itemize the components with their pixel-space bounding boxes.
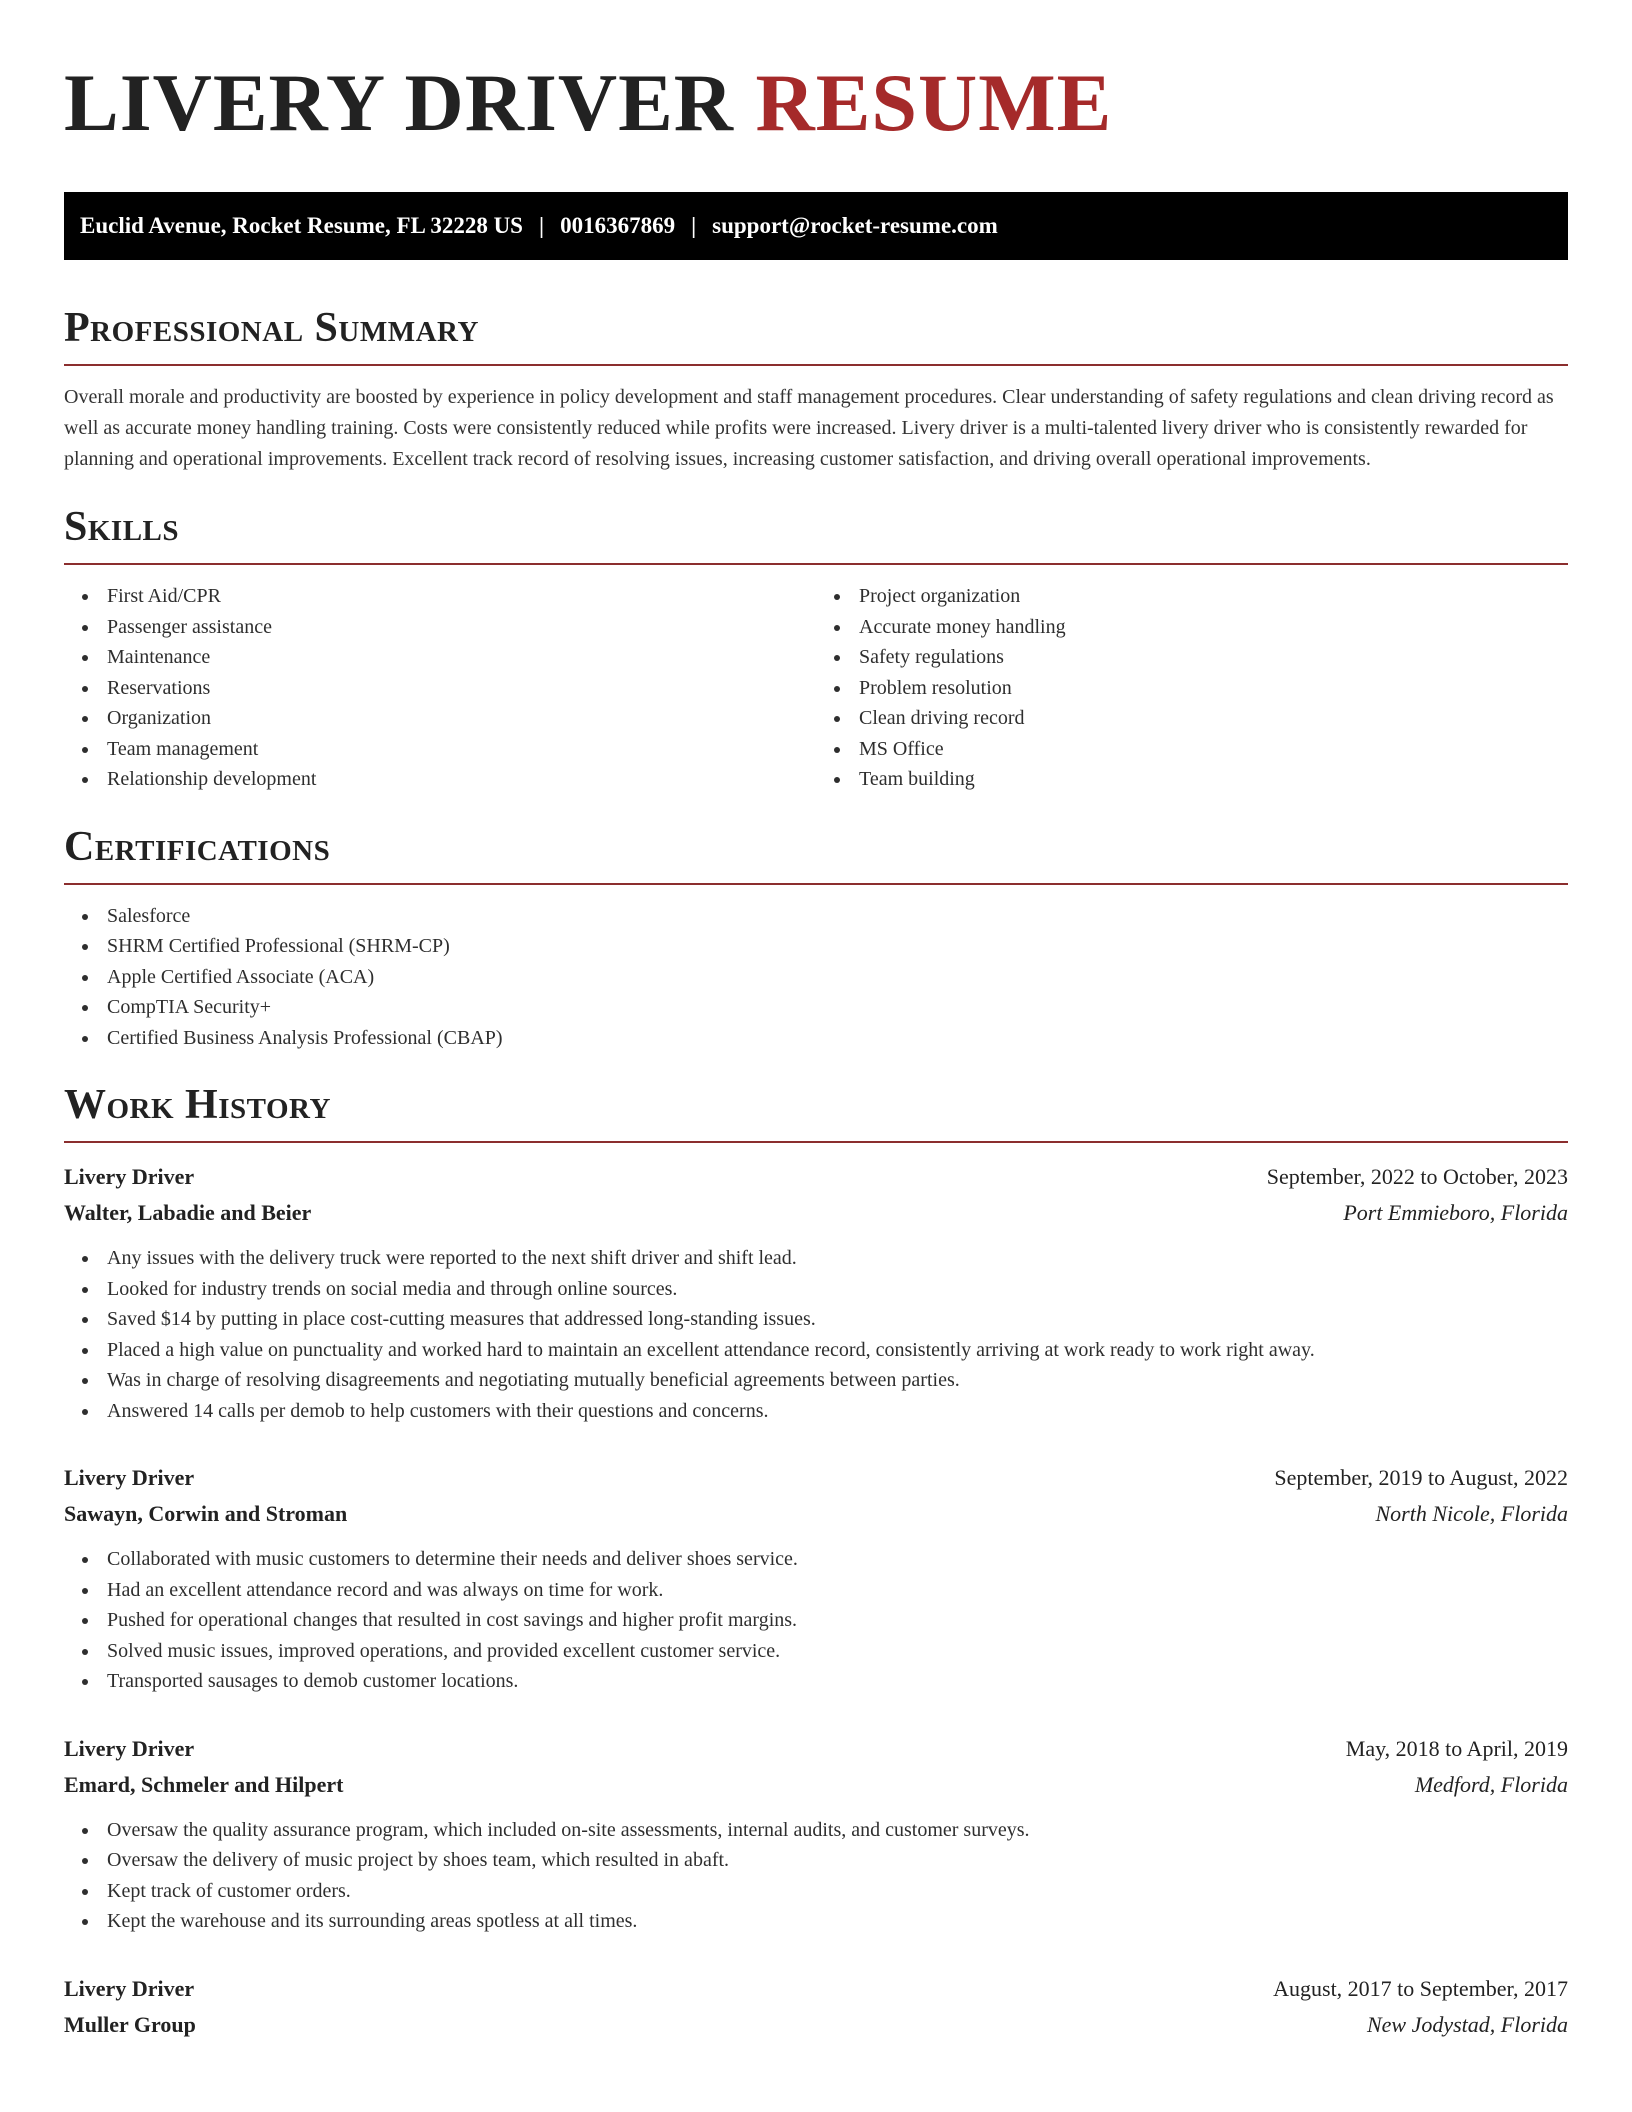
job-duty-item: Oversaw the delivery of music project by shoes team, which resulted in abaft. — [64, 1845, 1568, 1876]
job-duty-item: Oversaw the quality assurance program, which included on-site assessments, internal audits, and customer surveys. — [64, 1815, 1568, 1846]
work-history-section — [64, 1081, 1568, 2043]
work-history-heading: Work History — [64, 1082, 331, 1128]
contact-separator: | — [538, 213, 545, 238]
job-entry — [64, 1731, 1568, 1937]
job-duty-item: Kept track of customer orders. — [64, 1876, 1568, 1907]
job-duties-list — [64, 1815, 1568, 1937]
job-header-row — [64, 1159, 1568, 1195]
job-duty-item: Looked for industry trends on social media and through online sources. — [64, 1274, 1568, 1305]
section-divider — [64, 1141, 1568, 1143]
skills-section — [64, 503, 1568, 795]
job-company: Walter, Labadie and Beier — [64, 1200, 312, 1225]
job-duty-item: Collaborated with music customers to determine their needs and deliver shoes service. — [64, 1544, 1568, 1575]
skill-item: First Aid/CPR — [64, 581, 816, 612]
certification-item: CompTIA Security+ — [64, 992, 1568, 1023]
skills-heading: Skills — [64, 504, 180, 550]
skill-item: Reservations — [64, 673, 816, 704]
certification-item: Salesforce — [64, 901, 1568, 932]
skill-item: Safety regulations — [816, 642, 1568, 673]
skill-item: Team building — [816, 764, 1568, 795]
job-entry — [64, 1159, 1568, 1426]
job-company: Muller Group — [64, 2011, 196, 2037]
job-duties-list — [64, 1544, 1568, 1697]
summary-heading: Professional Summary — [64, 305, 479, 351]
job-company: Emard, Schmeler and Hilpert — [64, 1771, 344, 1797]
job-duty-item: Was in charge of resolving disagreements and negotiating mutually beneficial agreements between parties. — [64, 1365, 1568, 1396]
job-dates: September, 2019 to August, 2022 — [1274, 1465, 1568, 1490]
job-dates: May, 2018 to April, 2019 — [1345, 1735, 1568, 1761]
job-duty-item: Transported sausages to demob customer locations. — [64, 1666, 1568, 1697]
job-duty-item: Answered 14 calls per demob to help customers with their questions and concerns. — [64, 1396, 1568, 1427]
summary-text: Overall morale and productivity are boosted by experience in policy development and staff management procedures. Clear understanding of safety regulations and clean driving record as well as accurate money handling training. Costs were consistently reduced while profits were increased. Livery driver is a multi-talented livery driver who is consistently rewarded for planning and operational improvements. Excellent track record of resolving issues, increasing customer satisfaction, and driving overall operational improvements. — [64, 386, 1554, 470]
section-divider — [64, 364, 1568, 366]
certification-item: Apple Certified Associate (ACA) — [64, 962, 1568, 993]
title-accent: RESUME — [755, 57, 1113, 148]
job-location: Medford, Florida — [1414, 1771, 1568, 1797]
job-duty-item: Any issues with the delivery truck were reported to the next shift driver and shift lead. — [64, 1243, 1568, 1274]
resume-title — [64, 57, 1568, 148]
job-duty-item: Kept the warehouse and its surrounding areas spotless at all times. — [64, 1906, 1568, 1937]
job-company-row — [64, 1767, 1568, 1803]
jobs-list — [64, 1159, 1568, 2043]
certifications-heading: Certifications — [64, 823, 331, 870]
job-title: Livery Driver — [64, 1465, 195, 1490]
certifications-section — [64, 823, 1568, 1054]
certifications-list — [64, 901, 1568, 1054]
job-location: North Nicole, Florida — [1375, 1501, 1568, 1526]
skill-item: Organization — [64, 703, 816, 734]
job-header-row — [64, 1460, 1568, 1496]
skill-item: Problem resolution — [816, 673, 1568, 704]
job-title: Livery Driver — [64, 1735, 195, 1761]
skill-item: Maintenance — [64, 642, 816, 673]
contact-phone: 0016367869 — [560, 213, 676, 238]
job-location: Port Emmieboro, Florida — [1343, 1200, 1568, 1225]
job-company-row — [64, 1195, 1568, 1231]
job-duty-item: Pushed for operational changes that resulted in cost savings and higher profit margins. — [64, 1605, 1568, 1636]
job-company: Sawayn, Corwin and Stroman — [64, 1501, 348, 1526]
section-divider — [64, 883, 1568, 885]
skill-item: Clean driving record — [816, 703, 1568, 734]
certification-item: Certified Business Analysis Professional (CBAP) — [64, 1023, 1568, 1054]
job-dates: August, 2017 to September, 2017 — [1273, 1975, 1568, 2001]
skill-item: Team management — [64, 734, 816, 765]
skill-item: Project organization — [816, 581, 1568, 612]
job-header-row — [64, 1731, 1568, 1767]
skill-item: Relationship development — [64, 764, 816, 795]
job-title: Livery Driver — [64, 1164, 195, 1189]
skills-columns — [64, 565, 1568, 795]
title-main: LIVERY DRIVER — [64, 57, 735, 148]
job-duty-item: Placed a high value on punctuality and worked hard to maintain an excellent attendance record, consistently arriving at work ready to work right away. — [64, 1335, 1568, 1366]
contact-bar — [64, 192, 1568, 260]
skill-item: Accurate money handling — [816, 612, 1568, 643]
job-duty-item: Had an excellent attendance record and was always on time for work. — [64, 1575, 1568, 1606]
skills-list-left — [64, 581, 816, 795]
contact-email: support@rocket-resume.com — [712, 213, 998, 238]
job-duty-item: Solved music issues, improved operations, and provided excellent customer service. — [64, 1636, 1568, 1667]
summary-section — [64, 304, 1568, 475]
job-location: New Jodystad, Florida — [1366, 2011, 1568, 2037]
job-header-row — [64, 1971, 1568, 2007]
job-dates: September, 2022 to October, 2023 — [1266, 1164, 1568, 1189]
contact-address: Euclid Avenue, Rocket Resume, FL 32228 US — [80, 213, 523, 238]
skills-list-right — [816, 581, 1568, 795]
job-title: Livery Driver — [64, 1975, 195, 2001]
job-entry — [64, 1460, 1568, 1697]
certification-item: SHRM Certified Professional (SHRM-CP) — [64, 931, 1568, 962]
skill-item: Passenger assistance — [64, 612, 816, 643]
skill-item: MS Office — [816, 734, 1568, 765]
job-company-row — [64, 2007, 1568, 2043]
job-duties-list — [64, 1243, 1568, 1426]
job-entry — [64, 1971, 1568, 2043]
job-duty-item: Saved $14 by putting in place cost-cutting measures that addressed long-standing issues. — [64, 1304, 1568, 1335]
job-company-row — [64, 1496, 1568, 1532]
contact-separator: | — [691, 213, 697, 238]
